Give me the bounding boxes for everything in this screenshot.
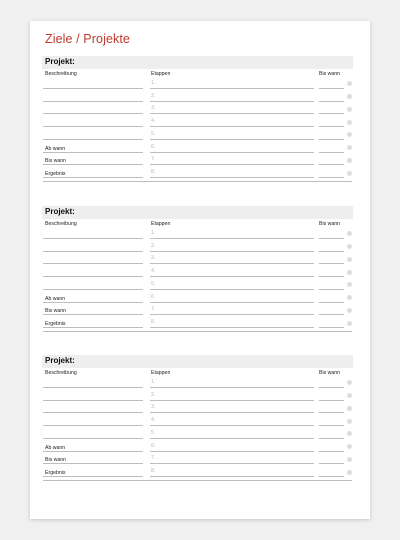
beschreibung-header: Beschreibung [45, 221, 77, 227]
status-circle-icon[interactable] [347, 470, 352, 475]
etappe-line[interactable] [150, 113, 314, 114]
status-circle-icon[interactable] [347, 457, 352, 462]
etappe-number: 4. [151, 417, 156, 423]
status-circle-icon[interactable] [347, 244, 352, 249]
beschreibung-line[interactable] [43, 476, 143, 477]
etappe-line[interactable] [150, 152, 314, 153]
etappe-number: 1. [151, 229, 156, 236]
ab-wann-label: Ab wann [45, 444, 66, 451]
project-label: Projekt: [45, 356, 75, 365]
etappe-line[interactable] [150, 425, 314, 426]
bis-wann-label: Bis wann [45, 308, 67, 315]
etappe-number: 7. [151, 455, 156, 462]
bis-wann-line[interactable] [319, 263, 344, 264]
etappe-line[interactable] [150, 238, 314, 239]
etappe-number: 6. [151, 143, 156, 150]
bis-wann-line[interactable] [319, 126, 344, 127]
bis-wann-line[interactable] [319, 314, 344, 315]
etappe-line[interactable] [150, 412, 314, 413]
bis-wann-line[interactable] [319, 164, 344, 165]
status-circle-icon[interactable] [347, 431, 352, 436]
etappe-number: 8. [151, 169, 156, 175]
etappe-number: 6. [151, 293, 156, 300]
bis-wann-line[interactable] [319, 289, 344, 290]
bis-wann-line[interactable] [319, 387, 344, 388]
beschreibung-line[interactable] [43, 400, 143, 401]
etappe-line[interactable] [150, 139, 314, 140]
beschreibung-line[interactable] [43, 88, 143, 89]
beschreibung-line[interactable] [43, 289, 143, 290]
status-circle-icon[interactable] [347, 231, 352, 236]
status-circle-icon[interactable] [347, 158, 352, 163]
etappe-line[interactable] [150, 438, 314, 439]
bis-wann-line[interactable] [319, 276, 344, 277]
status-circle-icon[interactable] [347, 321, 352, 326]
status-circle-icon[interactable] [347, 406, 352, 411]
beschreibung-header: Beschreibung [45, 370, 77, 376]
ergebnis-line[interactable] [43, 181, 352, 182]
bis-wann-line[interactable] [319, 463, 344, 464]
ab-wann-label: Ab wann [45, 295, 66, 302]
etappe-line[interactable] [150, 263, 314, 264]
etappe-line[interactable] [150, 463, 314, 464]
status-circle-icon[interactable] [347, 308, 352, 313]
status-circle-icon[interactable] [347, 419, 352, 424]
etappe-line[interactable] [150, 276, 314, 277]
status-circle-icon[interactable] [347, 257, 352, 262]
bis-wann-line[interactable] [319, 451, 344, 452]
page-title: Ziele / Projekte [45, 32, 130, 46]
ergebnis-line[interactable] [43, 480, 352, 481]
project-header [42, 206, 353, 219]
beschreibung-line[interactable] [43, 177, 143, 178]
beschreibung-line[interactable] [43, 451, 143, 452]
beschreibung-line[interactable] [43, 438, 143, 439]
etappe-line[interactable] [150, 88, 314, 89]
etappe-line[interactable] [150, 314, 314, 315]
etappe-line[interactable] [150, 177, 314, 178]
status-circle-icon[interactable] [347, 444, 352, 449]
beschreibung-line[interactable] [43, 327, 143, 328]
ergebnis-label: Ergebnis [45, 171, 66, 177]
project-header [42, 56, 353, 69]
etappe-number: 4. [151, 118, 156, 124]
etappe-number: 7. [151, 306, 156, 313]
bis-wann-line[interactable] [319, 251, 344, 252]
etappe-line[interactable] [150, 289, 314, 290]
bis-wann-line[interactable] [319, 327, 344, 328]
bis-wann-line[interactable] [319, 139, 344, 140]
beschreibung-line[interactable] [43, 263, 143, 264]
project-section [42, 355, 353, 495]
etappe-number: 3. [151, 105, 156, 112]
etappe-line[interactable] [150, 164, 314, 165]
status-circle-icon[interactable] [347, 295, 352, 300]
planner-sheet [30, 21, 370, 519]
etappe-number: 1. [151, 79, 156, 86]
etappe-line[interactable] [150, 327, 314, 328]
bis-wann-line[interactable] [319, 113, 344, 114]
bis-wann-header: Bis wann [319, 221, 341, 227]
etappen-header: Etappen [151, 370, 171, 376]
status-circle-icon[interactable] [347, 132, 352, 137]
etappe-number: 3. [151, 255, 156, 262]
beschreibung-line[interactable] [43, 139, 143, 140]
project-label: Projekt: [45, 57, 75, 66]
etappe-number: 6. [151, 442, 156, 449]
etappe-line[interactable] [150, 387, 314, 388]
ab-wann-label: Ab wann [45, 145, 66, 152]
beschreibung-line[interactable] [43, 113, 143, 114]
etappe-line[interactable] [150, 126, 314, 127]
status-circle-icon[interactable] [347, 145, 352, 150]
status-circle-icon[interactable] [347, 94, 352, 99]
beschreibung-line[interactable] [43, 164, 143, 165]
etappe-line[interactable] [150, 451, 314, 452]
project-label: Projekt: [45, 207, 75, 216]
beschreibung-line[interactable] [43, 387, 143, 388]
bis-wann-line[interactable] [319, 177, 344, 178]
status-circle-icon[interactable] [347, 270, 352, 275]
status-circle-icon[interactable] [347, 120, 352, 125]
beschreibung-line[interactable] [43, 126, 143, 127]
status-circle-icon[interactable] [347, 282, 352, 287]
etappe-line[interactable] [150, 101, 314, 102]
etappe-line[interactable] [150, 400, 314, 401]
etappe-number: 8. [151, 319, 156, 325]
etappe-number: 2. [151, 391, 156, 398]
etappe-number: 8. [151, 468, 156, 474]
bis-wann-line[interactable] [319, 400, 344, 401]
bis-wann-line[interactable] [319, 152, 344, 153]
beschreibung-line[interactable] [43, 314, 143, 315]
etappe-number: 5. [151, 280, 156, 287]
ergebnis-label: Ergebnis [45, 470, 66, 476]
etappe-number: 5. [151, 429, 156, 436]
beschreibung-line[interactable] [43, 238, 143, 239]
etappe-number: 4. [151, 268, 156, 274]
bis-wann-label: Bis wann [45, 158, 67, 165]
bis-wann-line[interactable] [319, 238, 344, 239]
bis-wann-line[interactable] [319, 412, 344, 413]
status-circle-icon[interactable] [347, 171, 352, 176]
etappe-number: 2. [151, 242, 156, 249]
status-circle-icon[interactable] [347, 81, 352, 86]
bis-wann-label: Bis wann [45, 457, 67, 464]
status-circle-icon[interactable] [347, 380, 352, 385]
project-section [42, 206, 353, 346]
project-header [42, 355, 353, 368]
etappe-line[interactable] [150, 476, 314, 477]
etappe-line[interactable] [150, 251, 314, 252]
beschreibung-header: Beschreibung [45, 71, 77, 77]
etappen-header: Etappen [151, 71, 171, 77]
status-circle-icon[interactable] [347, 393, 352, 398]
ergebnis-label: Ergebnis [45, 321, 66, 327]
etappe-number: 3. [151, 404, 156, 411]
etappe-line[interactable] [150, 302, 314, 303]
beschreibung-line[interactable] [43, 101, 143, 102]
bis-wann-line[interactable] [319, 438, 344, 439]
bis-wann-line[interactable] [319, 302, 344, 303]
bis-wann-line[interactable] [319, 476, 344, 477]
bis-wann-line[interactable] [319, 101, 344, 102]
ergebnis-line[interactable] [43, 331, 352, 332]
status-circle-icon[interactable] [347, 107, 352, 112]
etappe-number: 1. [151, 378, 156, 385]
beschreibung-line[interactable] [43, 425, 143, 426]
beschreibung-line[interactable] [43, 276, 143, 277]
beschreibung-line[interactable] [43, 412, 143, 413]
beschreibung-line[interactable] [43, 463, 143, 464]
beschreibung-line[interactable] [43, 302, 143, 303]
etappen-header: Etappen [151, 221, 171, 227]
bis-wann-line[interactable] [319, 425, 344, 426]
beschreibung-line[interactable] [43, 152, 143, 153]
project-section [42, 56, 353, 196]
bis-wann-header: Bis wann [319, 370, 341, 376]
etappe-number: 5. [151, 130, 156, 137]
bis-wann-header: Bis wann [319, 71, 341, 77]
bis-wann-line[interactable] [319, 88, 344, 89]
etappe-number: 7. [151, 156, 156, 163]
etappe-number: 2. [151, 92, 156, 99]
beschreibung-line[interactable] [43, 251, 143, 252]
